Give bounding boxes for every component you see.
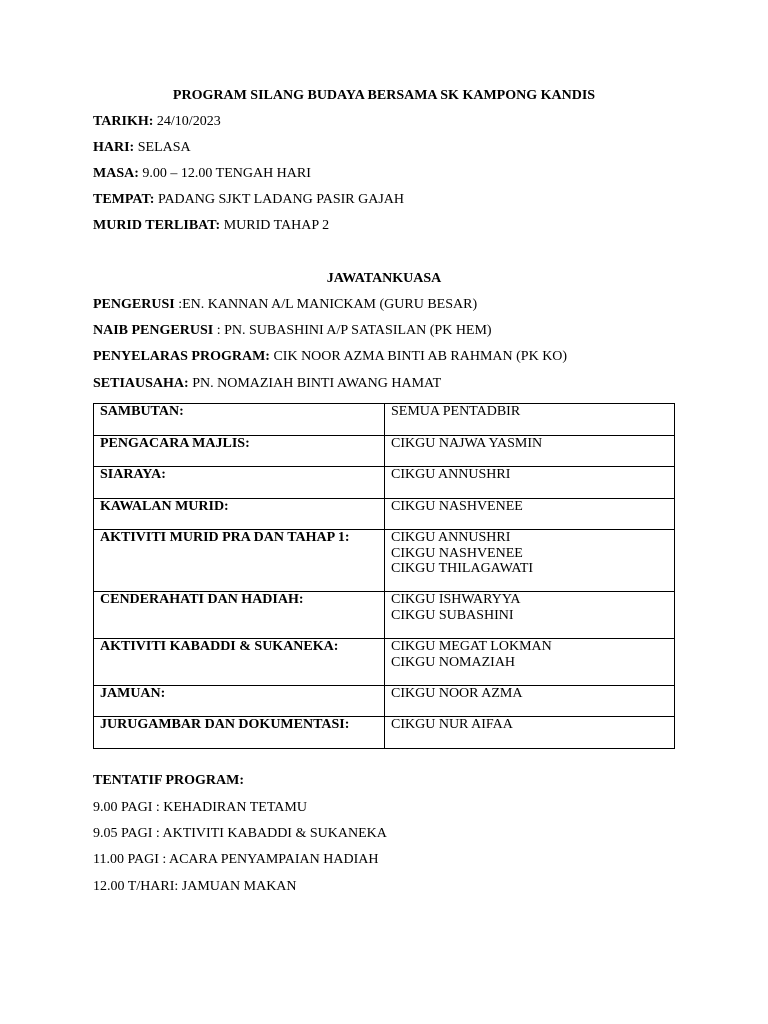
name-item: CIKGU NAJWA YASMIN [391, 436, 543, 451]
table-row [94, 404, 675, 436]
detail-value: MURID TAHAP 2 [220, 218, 330, 233]
names-cell [385, 592, 675, 639]
role-cell: CENDERAHATI DAN HADIAH: [94, 592, 385, 639]
table-row [94, 717, 675, 749]
detail-hari [93, 140, 191, 156]
detail-value: 24/10/2023 [153, 114, 221, 129]
role-cell: JAMUAN: [94, 686, 385, 717]
detail-label: MASA: [93, 166, 139, 181]
role-cell: SIARAYA: [94, 467, 385, 499]
name-item: CIKGU NOOR AZMA [391, 686, 523, 701]
role-cell: PENGACARA MAJLIS: [94, 436, 385, 467]
name-item: CIKGU ISHWARYYA [391, 592, 521, 607]
names-cell [385, 436, 675, 467]
committee-table [93, 403, 675, 749]
officer-value: :EN. KANNAN A/L MANICKAM (GURU BESAR) [174, 297, 478, 312]
detail-value: 9.00 – 12.00 TENGAH HARI [138, 166, 311, 181]
name-item: CIKGU SUBASHINI [391, 607, 514, 623]
name-item: CIKGU NASHVENEE [391, 545, 523, 561]
role-cell: SAMBUTAN: [94, 404, 385, 436]
tentatif-heading: TENTATIF PROGRAM: [93, 773, 245, 788]
name-item: CIKGU NUR AIFAA [391, 717, 513, 732]
table-row [94, 467, 675, 499]
officer-pengerusi [93, 297, 477, 313]
name-item: CIKGU MEGAT LOKMAN [391, 639, 552, 654]
officer-setiausaha [93, 376, 441, 392]
tentatif-item: 11.00 PAGI : ACARA PENYAMPAIAN HADIAH [93, 852, 379, 867]
officer-naib-pengerusi [93, 323, 492, 339]
table-row [94, 592, 675, 639]
officer-label: NAIB PENGERUSI [93, 323, 214, 338]
officer-value: : PN. SUBASHINI A/P SATASILAN (PK HEM) [213, 323, 492, 338]
names-cell [385, 639, 675, 686]
detail-value: PADANG SJKT LADANG PASIR GAJAH [154, 192, 405, 207]
names-cell [385, 686, 675, 717]
name-item: CIKGU NOMAZIAH [391, 654, 516, 670]
names-cell [385, 499, 675, 530]
committee-heading: JAWATANKUASA [326, 271, 442, 286]
table-row [94, 639, 675, 686]
names-cell [385, 530, 675, 592]
table-row [94, 499, 675, 530]
role-cell: KAWALAN MURID: [94, 499, 385, 530]
detail-label: MURID TERLIBAT: [93, 218, 221, 233]
officer-label: SETIAUSAHA: [93, 376, 189, 391]
name-item: CIKGU NASHVENEE [391, 499, 523, 514]
detail-murid-terlibat [93, 218, 329, 234]
tentatif-item: 9.05 PAGI : AKTIVITI KABADDI & SUKANEKA [93, 826, 387, 841]
detail-label: HARI: [93, 140, 135, 155]
officer-penyelaras-program [93, 349, 567, 365]
tentatif-item: 9.00 PAGI : KEHADIRAN TETAMU [93, 800, 307, 815]
table-row [94, 436, 675, 467]
detail-tarikh [93, 114, 221, 130]
table-row [94, 686, 675, 717]
document-title: PROGRAM SILANG BUDAYA BERSAMA SK KAMPONG KANDIS [172, 88, 596, 103]
detail-label: TEMPAT: [93, 192, 155, 207]
detail-value: SELASA [134, 140, 191, 155]
officer-label: PENGERUSI [93, 297, 175, 312]
detail-label: TARIKH: [93, 114, 154, 129]
name-item: CIKGU ANNUSHRI [391, 467, 511, 482]
detail-tempat [93, 192, 404, 208]
name-item: CIKGU ANNUSHRI [391, 530, 511, 545]
names-cell [385, 404, 675, 436]
officer-value: CIK NOOR AZMA BINTI AB RAHMAN (PK KO) [269, 349, 568, 364]
names-cell [385, 467, 675, 499]
names-cell [385, 717, 675, 749]
name-item: CIKGU THILAGAWATI [391, 561, 534, 576]
role-cell: AKTIVITI MURID PRA DAN TAHAP 1: [94, 530, 385, 592]
table-row [94, 530, 675, 592]
role-cell: JURUGAMBAR DAN DOKUMENTASI: [94, 717, 385, 749]
officer-label: PENYELARAS PROGRAM: [93, 349, 270, 364]
detail-masa [93, 166, 311, 182]
name-item: SEMUA PENTADBIR [391, 404, 521, 419]
tentatif-item: 12.00 T/HARI: JAMUAN MAKAN [93, 879, 297, 894]
officer-value: PN. NOMAZIAH BINTI AWANG HAMAT [188, 376, 442, 391]
role-cell: AKTIVITI KABADDI & SUKANEKA: [94, 639, 385, 686]
